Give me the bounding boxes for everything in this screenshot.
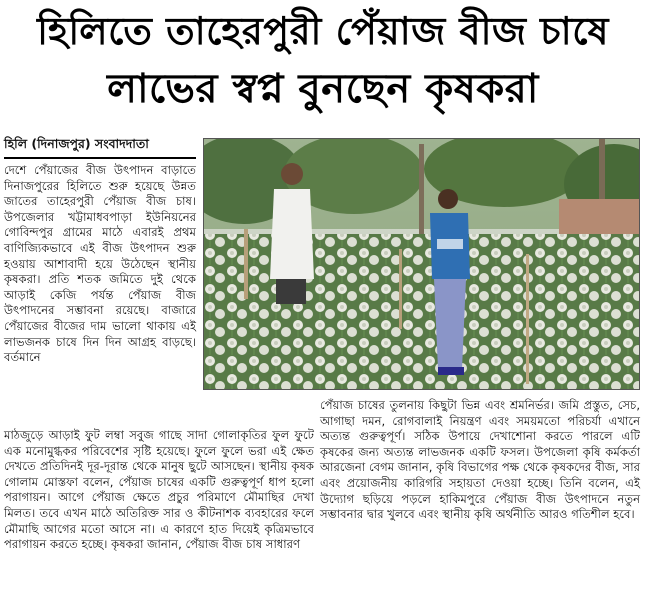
- article-column-bottom-right: পেঁয়াজ চাষের তুলনায় কিছুটা ভিন্ন এবং শ্রমনির্ভর। জমি প্রস্তুত, সেচ, আগাছা দমন, রোগবালাই নিয়ন্ত্রণ এবং সময়মতো পরিচর্যা এখানে অত্যন্ত গুরুত্বপূর্ণ। সঠিক উপায়ে দেখাশোনা করতে পারলে এটি কৃষকের জন্য অত্যন্ত লাভজনক একটি ফসল। উপজেলা কৃষি কর্মকর্তা আরজেনা বেগম জানান, কৃষি বিভাগের পক্ষ থেকে কৃষকদের বীজ, সার এবং প্রয়োজনীয় কারিগরি সহায়তা দেওয়া হচ্ছে। তিনি বলেন, এই উদ্যোগ ছড়িয়ে পড়লে হাকিমপুরে পেঁয়াজ বীজ উৎপাদনে নতুন সম্ভাবনার দ্বার খুলবে এবং স্থানীয় কৃষি অর্থনীতি আরও গতিশীল হবে।: [320, 398, 640, 522]
- byline-rule: [4, 157, 196, 159]
- byline: হিলি (দিনাজপুর) সংবাদদাতা: [4, 136, 149, 151]
- headline-line-2: লাভের স্বপ্ন বুনছেন কৃষকরা: [107, 66, 539, 112]
- headline-line-1: হিলিতে তাহেরপুরী পেঁয়াজ বীজ চাষে: [37, 9, 609, 53]
- onion-field-photo: [204, 139, 640, 390]
- article-column-left: দেশে পেঁয়াজের বীজ উৎপাদন বাড়াতে দিনাজপুরের হিলিতে শুরু হয়েছে উন্নত জাতের তাহেরপুরী পেঁয়াজ বীজ চাষ। উপজেলার খট্টামাধবপাড়া ইউনিয়নের গোবিন্দপুর গ্রামের মাঠে এবারই প্রথম বাণিজ্যিকভাবে এই বীজ উৎপাদন শুরু হওয়ায় আশাবাদী হয়ে উঠেছেন স্থানীয় কৃষকরা। প্রতি শতক জমিতে দুই থেকে আড়াই কেজি পর্যন্ত পেঁয়াজ বীজ উৎপাদনের সম্ভাবনা রয়েছে। বাজারে পেঁয়াজের বীজের দাম ভালো থাকায় এই লাভজনক চাষে দিন দিন আগ্রহ বাড়ছে। বর্তমানে: [4, 163, 196, 365]
- article-column-bottom-left: মাঠজুড়ে আড়াই ফুট লম্বা সবুজ গাছে সাদা গোলাকৃতির ফুল ফুটে এক মনোমুগ্ধকর পরিবেশের সৃষ্টি হয়েছে। ফুলে ফুলে ভরা এই ক্ষেত দেখতে প্রতিদিনই দূর-দূরান্ত থেকে মানুষ ছুটে আসছেন। স্থানীয় কৃষক গোলাম মোস্তফা বলেন, পেঁয়াজ চাষের একটি গুরুত্বপূর্ণ ধাপ হলো পরাগায়ন। আগে পেঁয়াজ ক্ষেতে প্রচুর পরিমাণে মৌমাছির দেখা মিলত। তবে এখন মাঠে অতিরিক্ত সার ও কীটনাশক ব্যবহারের ফলে মৌমাছি আগের মতো আসে না। এ কারণে হাত দিয়েই কৃত্রিমভাবে পরাগায়ন করতে হচ্ছে। কৃষকরা জানান, পেঁয়াজ বীজ চাষ সাধারণ: [4, 428, 314, 552]
- news-photo: [203, 138, 640, 390]
